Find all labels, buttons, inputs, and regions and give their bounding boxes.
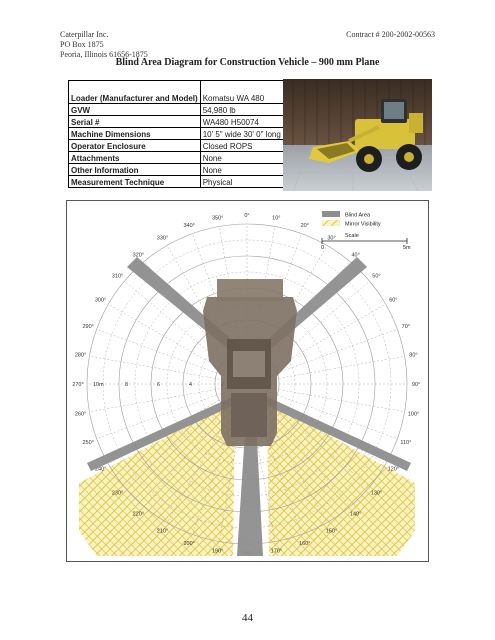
angle-label: 0° (244, 213, 250, 219)
angle-label: 170° (270, 548, 283, 555)
range-label: 4 (189, 382, 193, 388)
angle-label: 330° (156, 235, 169, 242)
angle-label: 30° (327, 235, 336, 242)
angle-label: 250° (82, 439, 94, 446)
angle-label: 300° (94, 297, 107, 304)
legend (321, 211, 411, 251)
angle-label: 110° (400, 439, 412, 446)
angle-label: 140° (349, 511, 362, 518)
angle-label: 290° (82, 324, 94, 331)
angle-label: 70° (401, 324, 410, 331)
spec-row (69, 104, 298, 116)
range-label: 8 (125, 382, 129, 388)
spec-label: GVW (69, 104, 201, 116)
spec-label: Attachments (69, 152, 201, 164)
spec-value: Closed ROPS (200, 140, 297, 152)
legend-blind-area-label: Blind Area (345, 212, 371, 219)
angle-label: 190° (211, 548, 224, 555)
spec-value: Komatsu WA 480 (200, 81, 297, 104)
angle-label: 40° (351, 252, 360, 259)
angle-label: 210° (156, 528, 169, 535)
angle-label: 20° (300, 223, 309, 230)
angle-label: 340° (183, 223, 195, 230)
scale-end: 5m (403, 245, 411, 251)
spec-row (69, 176, 298, 188)
angle-label: 150° (325, 528, 338, 535)
angle-label: 60° (389, 297, 398, 304)
angle-label: 100° (407, 411, 420, 418)
spec-label: Measurement Technique (69, 176, 201, 188)
angle-label: 90° (411, 382, 421, 388)
spec-label: Other Information (69, 164, 201, 176)
angle-label: 200° (183, 540, 195, 547)
angle-label: 280° (74, 352, 87, 359)
blind-area-diagram (66, 200, 429, 562)
scale-start: 0 (321, 245, 325, 251)
angle-label: 160° (299, 540, 311, 547)
contract-number: Contract # 200-2002-00563 (346, 30, 435, 39)
spec-label: Operator Enclosure (69, 140, 201, 152)
po-box: PO Box 1875 (60, 40, 104, 49)
spec-row (69, 116, 298, 128)
angle-label: 80° (409, 352, 418, 359)
spec-value: 10' 5" wide 30' 0" long (200, 128, 297, 140)
spec-table (68, 80, 298, 188)
polar-plot (67, 201, 428, 561)
angle-label: 130° (370, 490, 383, 497)
angle-label: 220° (132, 511, 145, 518)
spec-row (69, 128, 298, 140)
spec-row (69, 152, 298, 164)
legend-blind-area-swatch (322, 211, 340, 217)
legend-mirror-swatch (322, 220, 340, 226)
legend-mirror-label: Mirror Visibility (345, 221, 381, 228)
loader-photo (283, 79, 432, 191)
company-name: Caterpillar Inc. (60, 30, 109, 39)
document-title: Blind Area Diagram for Construction Vehicle – 900 mm Plane (115, 57, 380, 68)
spec-row (69, 140, 298, 152)
angle-label: 270° (72, 382, 84, 388)
spec-row (69, 81, 298, 104)
spec-value: Physical (200, 176, 297, 188)
spec-row (69, 164, 298, 176)
city-line: Peoria, Illinois 61656-1875 (60, 50, 148, 59)
angle-label: 50° (372, 273, 381, 280)
angle-label: 320° (132, 252, 145, 259)
spec-label: Loader (Manufacturer and Model) (69, 81, 201, 104)
angle-label: 10° (272, 215, 281, 222)
angle-label: 350° (211, 215, 224, 222)
spec-value: WA480 H50074 (200, 116, 297, 128)
spec-value: None (200, 152, 297, 164)
page-number: 44 (242, 612, 253, 624)
legend-scale-label: Scale (345, 233, 359, 239)
range-label: 10m (93, 382, 104, 388)
spec-label: Serial # (69, 116, 201, 128)
angle-label: 230° (111, 490, 124, 497)
angle-label: 240° (94, 466, 107, 473)
angle-label: 310° (111, 273, 124, 280)
angle-label: 120° (387, 466, 400, 473)
spec-value: None (200, 164, 297, 176)
header-address (60, 30, 148, 60)
angle-label: 260° (74, 411, 87, 418)
spec-value: 54,980 lb (200, 104, 297, 116)
range-label: 6 (157, 382, 161, 388)
spec-label: Machine Dimensions (69, 128, 201, 140)
